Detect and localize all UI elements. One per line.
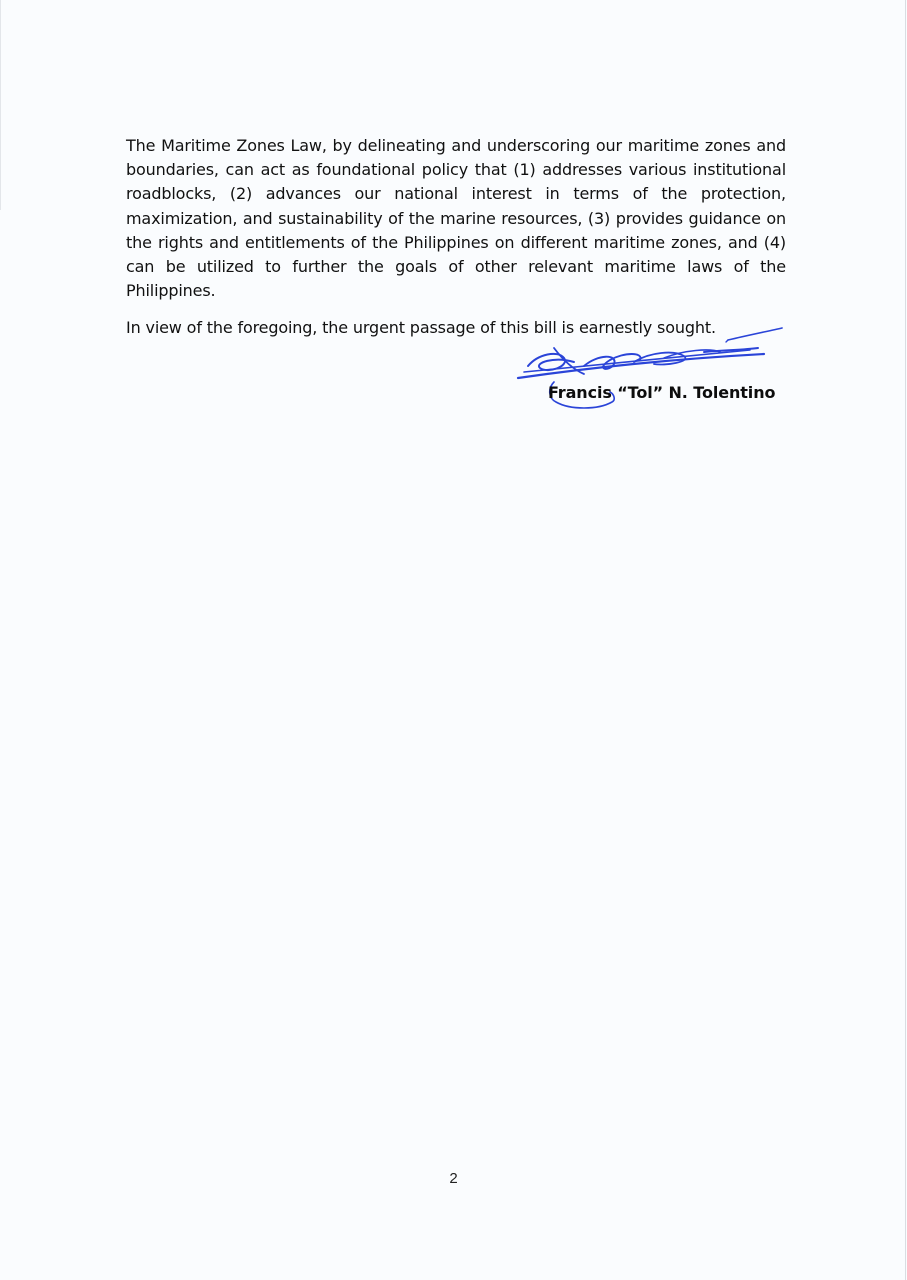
signature-block: [514, 326, 784, 416]
scan-edge-left: [0, 0, 1, 210]
paragraph-maritime-zones-law: The Maritime Zones Law, by delineating and underscoring our maritime zones and boundaries, can act as foundational policy that (1) addresses various institutional roadblocks, (2) advances our national interest in terms of the protection, maximization, and sustainability of the marine resources, (3) provides guidance on the rights and entitlements of the Philippines on different maritime zones, and (4) can be utilized to further the goals of other relevant maritime laws of the Philippines.: [126, 136, 786, 301]
paragraph-urgent-passage: In view of the foregoing, the urgent passage of this bill is earnestly sought.: [126, 318, 716, 338]
document-body: [126, 134, 786, 341]
handwritten-signature-icon: [514, 326, 784, 416]
page-number: 2: [449, 1170, 458, 1187]
signatory-name: Francis “Tol” N. Tolentino: [548, 383, 776, 402]
scan-edge-right: [905, 0, 906, 1280]
